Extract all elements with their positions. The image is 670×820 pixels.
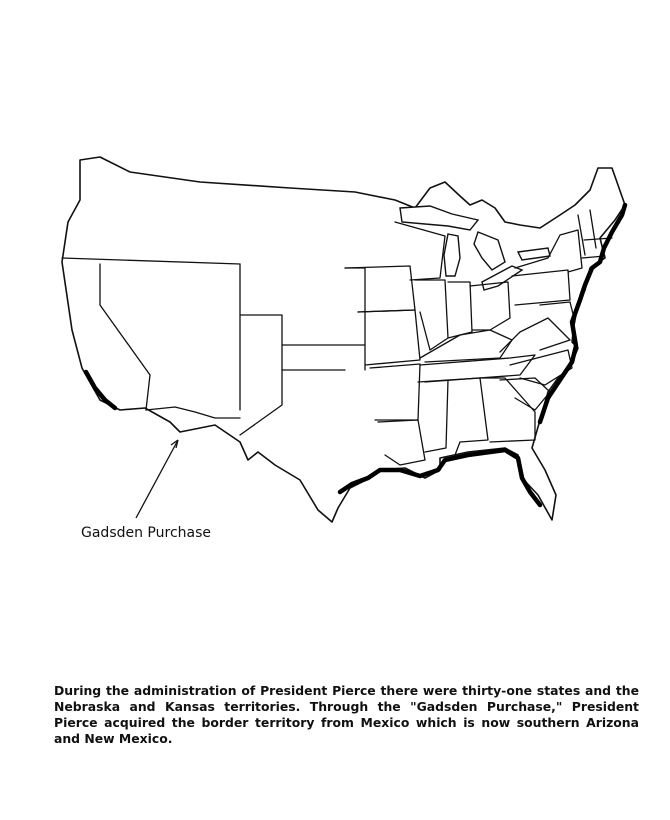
- gadsden-purchase-label: Gadsden Purchase: [81, 525, 212, 541]
- map-caption: During the administration of President Pierce there were thirty-one states and the Nebraska and Kansas territories. Through the "Gadsden Purchase," President Pierce acquired the border territory from Mexico which is now southern Arizona and New Mexico.: [54, 683, 639, 746]
- us-outline: [62, 157, 625, 522]
- pointer-arrow-line: [136, 440, 178, 518]
